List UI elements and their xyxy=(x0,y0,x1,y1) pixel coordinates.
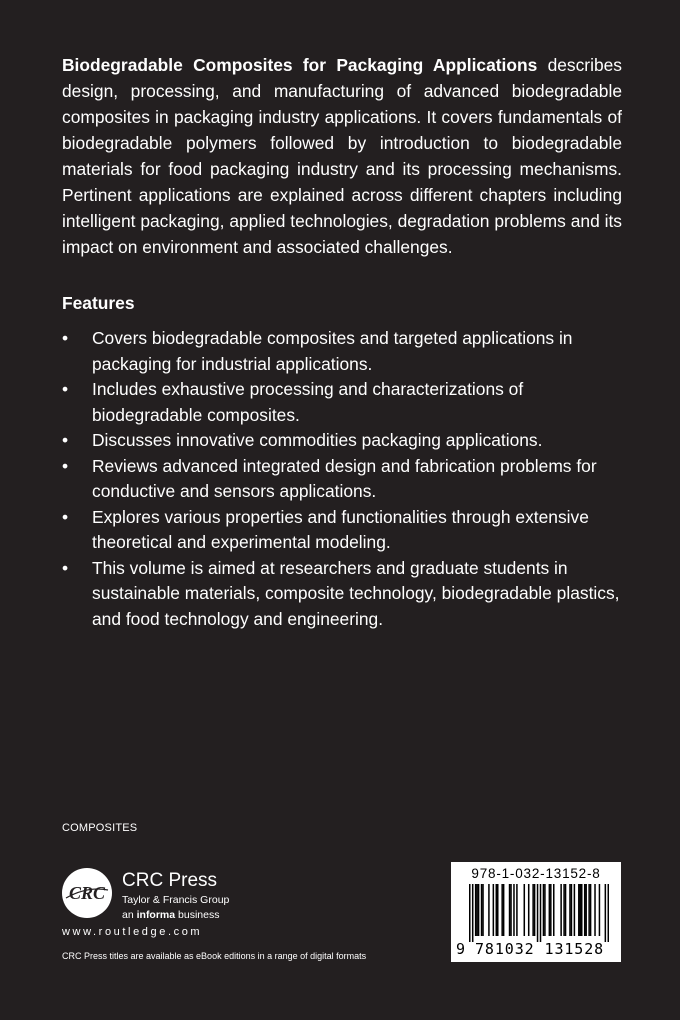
barcode-bar xyxy=(544,884,546,936)
barcode-bar xyxy=(580,884,582,936)
barcode-bar xyxy=(571,884,573,936)
barcode-bar xyxy=(605,884,607,942)
barcode-bar xyxy=(524,884,526,936)
barcode-bar xyxy=(537,884,539,942)
barcode-bar xyxy=(488,884,490,936)
features-heading: Features xyxy=(62,293,135,313)
barcode-bar xyxy=(585,884,587,936)
barcode-bar xyxy=(472,884,474,942)
barcode-bar xyxy=(540,884,542,942)
barcode-bar xyxy=(493,884,495,936)
barcode-bar xyxy=(481,884,483,936)
barcode-bar xyxy=(549,884,551,936)
barcode-bar xyxy=(501,884,503,936)
crc-logo-text: CRC xyxy=(68,883,106,903)
feature-item: • Discusses innovative commodities packaging applications. xyxy=(62,428,627,454)
barcode-bar xyxy=(516,884,518,936)
barcode-bar xyxy=(553,884,555,936)
publisher-name: CRC Press xyxy=(122,870,218,891)
feature-item: • Includes exhaustive processing and characterizations of biodegradable composites. xyxy=(62,379,524,425)
description xyxy=(62,52,622,260)
barcode-bar xyxy=(590,884,592,936)
barcode-bar xyxy=(578,884,580,936)
barcode-bar xyxy=(528,884,530,936)
feature-item: • Reviews advanced integrated design and fabrication problems for conductive and sensors applications. xyxy=(62,455,597,501)
isbn-number: 978-1-032-13152-8 xyxy=(471,866,601,881)
barcode-bar xyxy=(588,884,590,936)
bullet: • xyxy=(62,430,69,450)
barcode-bar xyxy=(510,884,512,936)
barcode-bar xyxy=(513,884,515,936)
ebook-note: CRC Press titles are available as eBook editions in a range of digital formats xyxy=(62,951,367,961)
features-list xyxy=(62,326,627,632)
barcode-bar xyxy=(482,884,484,936)
barcode-bar xyxy=(569,884,571,936)
barcode-bar xyxy=(594,884,596,936)
barcode-bar xyxy=(560,884,562,936)
barcode-bar xyxy=(475,884,477,936)
barcode-bar xyxy=(532,884,534,936)
bullet: • xyxy=(62,328,69,348)
barcode: 978-1-032-13152-8 9 781032 131528 xyxy=(451,862,621,962)
informa-tagline: an informa business xyxy=(122,909,220,921)
feature-item: • This volume is aimed at researchers and graduate students in sustainable materials, composite technology, biodegradable plastics, and food technology and engineering. xyxy=(62,557,620,629)
barcode-bar xyxy=(534,884,536,936)
barcode-bar xyxy=(496,884,498,936)
barcode-bar xyxy=(497,884,499,936)
barcode-bar xyxy=(469,884,471,942)
barcode-bar xyxy=(476,884,478,936)
subject-category: COMPOSITES xyxy=(62,822,138,834)
website-url: www.routledge.com xyxy=(62,926,203,938)
barcode-bar xyxy=(478,884,480,936)
feature-item: • Covers biodegradable composites and targeted applications in packaging for industrial applications. xyxy=(62,328,573,374)
feature-item: • Explores various properties and functionalities through extensive theoretical and experimental modeling. xyxy=(62,506,589,552)
crc-logo-icon xyxy=(62,868,112,918)
description-body: describes design, processing, and manufacturing of advanced biodegradable composites in packaging industry applications. It covers fundamentals of biodegradable polymers followed by introduction to biodegradable materials for food packaging industry and its processing mechanisms. Pertinent applications are explained across different chapters including intelligent packaging, applied technologies, degradation problems and its impact on environment and associated challenges. xyxy=(62,55,622,257)
book-title: Biodegradable Composites for Packaging Applications xyxy=(62,55,538,75)
bullet: • xyxy=(62,455,69,476)
bullet: • xyxy=(62,557,69,578)
barcode-bar xyxy=(581,884,583,936)
barcode-bars xyxy=(469,884,609,942)
bullet: • xyxy=(62,506,69,527)
barcode-bar xyxy=(599,884,601,936)
barcode-bar xyxy=(584,884,586,936)
barcode-bar xyxy=(565,884,567,936)
bullet: • xyxy=(62,379,69,399)
barcode-bar xyxy=(574,884,576,936)
barcode-bar xyxy=(509,884,511,936)
publisher-group: Taylor & Francis Group xyxy=(122,894,230,906)
barcode-bar xyxy=(563,884,565,936)
barcode-bar xyxy=(608,884,609,942)
barcode-bar xyxy=(543,884,545,936)
barcode-bar xyxy=(503,884,505,936)
barcode-bar xyxy=(550,884,552,936)
